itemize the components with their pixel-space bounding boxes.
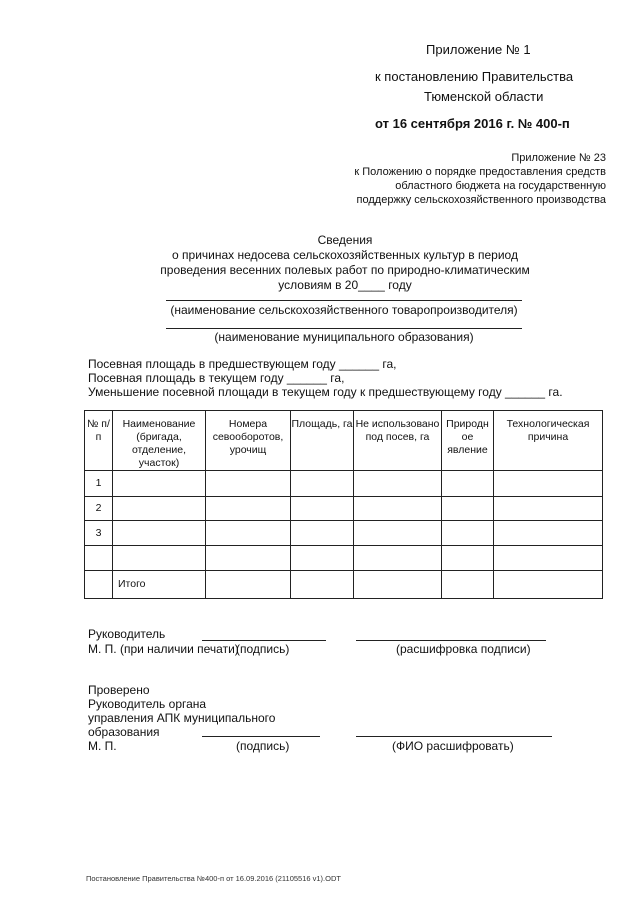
table-cell[interactable] (113, 521, 206, 546)
table-total-row (85, 571, 603, 599)
municipality-blank-line (166, 328, 522, 329)
shortfall-table (84, 410, 603, 599)
stamp-note: М. П. (при наличии печати) (88, 642, 239, 656)
title-heading: Сведения (317, 233, 373, 247)
table-cell[interactable] (442, 497, 494, 521)
authority-signature-line (202, 736, 320, 737)
table-cell[interactable] (291, 521, 354, 546)
producer-caption: (наименование сельскохозяйственного товаропроизводителя) (170, 303, 518, 317)
table-cell[interactable] (291, 471, 354, 497)
municipality-caption: (наименование муниципального образования) (214, 330, 474, 344)
signature-caption: (подпись) (236, 642, 290, 656)
authority-line-1: Руководитель органа (88, 697, 207, 711)
table-cell[interactable] (206, 497, 291, 521)
table-cell[interactable] (494, 471, 603, 497)
authority-fio-line (356, 736, 552, 737)
table-cell[interactable] (494, 546, 603, 571)
title-line-2: проведения весенних полевых работ по природно-климатическим (160, 263, 530, 277)
table-cell[interactable] (113, 546, 206, 571)
table-cell[interactable] (291, 571, 354, 599)
regulation-line-2: областного бюджета на государственную (395, 180, 606, 192)
table-cell[interactable] (113, 497, 206, 521)
table-row (85, 546, 603, 571)
regulation-line-3: поддержку сельскохозяйственного производства (356, 194, 606, 206)
appendix-23-label: Приложение № 23 (511, 152, 606, 164)
current-year-area: Посевная площадь в текущем году ______ га, (88, 371, 345, 385)
table-cell[interactable] (206, 471, 291, 497)
col-header-unused: Не использовано под посев, га (354, 411, 442, 471)
table-cell[interactable] (291, 546, 354, 571)
decode-caption: (расшифровка подписи) (396, 642, 531, 656)
authority-line-3: образования (88, 725, 160, 739)
document-footer: Постановление Правительства №400-п от 16.09.2016 (21105516 v1).ODT (86, 874, 341, 883)
head-decode-line (356, 640, 546, 641)
table-header-row (85, 411, 603, 471)
table-cell[interactable] (442, 471, 494, 497)
table-cell[interactable] (206, 521, 291, 546)
regulation-line-1: к Положению о порядке предоставления средств (354, 166, 606, 178)
row-number: 1 (85, 471, 113, 497)
region-label: Тюменской области (424, 89, 544, 104)
authority-fio-caption: (ФИО расшифровать) (392, 739, 514, 753)
table-cell[interactable] (206, 546, 291, 571)
checked-label: Проверено (88, 683, 150, 697)
authority-line-2: управления АПК муниципального (88, 711, 276, 725)
table-row (85, 521, 603, 546)
title-line-3: условиям в 20____ году (278, 278, 412, 292)
area-decrease: Уменьшение посевной площади в текущем году к предшествующему году ______ га. (88, 385, 563, 399)
row-number: 3 (85, 521, 113, 546)
producer-blank-line (166, 300, 522, 301)
table-cell[interactable] (354, 521, 442, 546)
to-decree-label: к постановлению Правительства (375, 69, 574, 84)
decree-reference: от 16 сентября 2016 г. № 400-п (375, 116, 570, 131)
col-header-number: № п/п (85, 411, 113, 471)
previous-year-area: Посевная площадь в предшествующем году ______ га, (88, 357, 397, 371)
table-cell[interactable] (354, 571, 442, 599)
table-cell[interactable] (291, 497, 354, 521)
table-cell[interactable] (354, 546, 442, 571)
appendix-1-label: Приложение № 1 (426, 42, 531, 57)
table-row (85, 471, 603, 497)
col-header-name: Наименование (бригада, отделение, участок) (113, 411, 206, 471)
col-header-natural: Природн ое явление (442, 411, 494, 471)
table-cell[interactable] (442, 571, 494, 599)
col-header-technological: Технологическая причина (494, 411, 603, 471)
table-row (85, 497, 603, 521)
table-cell[interactable] (494, 571, 603, 599)
table-cell[interactable] (442, 521, 494, 546)
table-cell[interactable] (494, 521, 603, 546)
table-cell[interactable] (206, 571, 291, 599)
authority-signature-caption: (подпись) (236, 739, 290, 753)
row-number (85, 546, 113, 571)
col-header-rotation: Номера севооборотов, урочищ (206, 411, 291, 471)
table-cell[interactable] (494, 497, 603, 521)
table-cell[interactable] (442, 546, 494, 571)
table-cell[interactable] (354, 497, 442, 521)
authority-stamp: М. П. (88, 739, 117, 753)
table-cell[interactable] (113, 471, 206, 497)
col-header-area: Площадь, га (291, 411, 354, 471)
row-number: 2 (85, 497, 113, 521)
total-label: Итого (113, 571, 206, 599)
head-signature-line (202, 640, 326, 641)
head-label: Руководитель (88, 627, 166, 641)
table-cell[interactable] (354, 471, 442, 497)
title-line-1: о причинах недосева сельскохозяйственных культур в период (172, 248, 518, 262)
table-cell (85, 571, 113, 599)
